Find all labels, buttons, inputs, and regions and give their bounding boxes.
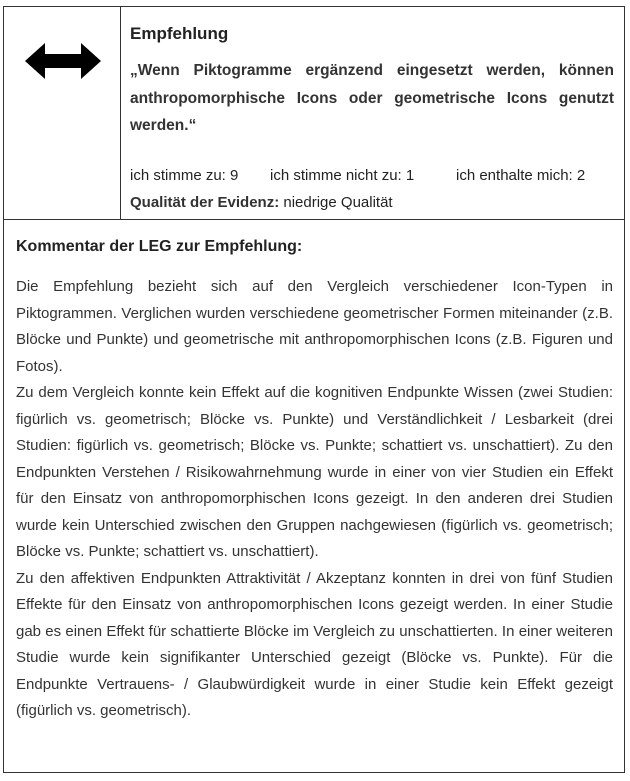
double-arrow-icon [25, 41, 101, 81]
comment-paragraph: Die Empfehlung bezieht sich auf den Vergleich verschiedener Icon-Typen in Piktogrammen. Verglichen wurden verschiedene geometrischer Formen miteinander (z.B. Blöcke und Punkte) und geometrische mit anthropomorphischen Icons (z.B. Figuren und Fotos). [16, 278, 613, 375]
recommendation-title: Empfehlung [130, 24, 229, 43]
icon-cell [4, 7, 121, 219]
comment-body [16, 274, 613, 725]
comment-paragraph: Zu den affektiven Endpunkten Attraktivität / Akzeptanz konnten in drei von fünf Studien Effekte für den Einsatz von anthropomorphischen Icons gezeigt werden. In einer Studie gab es einen Effekt für schattierte Blöcke im Vergleich zu unschattierten. In einer weiteren Studie wurde kein signifikanter Unterschied gezeigt (Blöcke vs. Punkte). Für die Endpunkte Vertrauens- / Glaubwürdigkeit wurde in einer Studie kein Effekt gezeigt (figürlich vs. geometrisch). [16, 569, 613, 719]
comment-paragraph: Zu dem Vergleich konnte kein Effekt auf die kognitiven Endpunkte Wissen (zwei Studien: figürlich vs. geometrisch; Blöcke vs. Punkte) und Verständlichkeit / Lesbarkeit (drei Studien: figürlich vs. geometrisch; Blöcke vs. Punkte; schattiert vs. unschattiert). Zu den Endpunkten Verstehen / Risikowahrnehmung wurde in einer von vier Studien ein Effekt für den Einsatz von anthropomorphischen Icons gezeigt. In den anderen drei Studien wurde kein Unterschied zwischen den Gruppen nachgewiesen (figürlich vs. geometrisch; Blöcke vs. Punkte; schattiert vs. unschattiert). [16, 384, 613, 560]
recommendation-row [4, 7, 624, 220]
vote-abstain: ich enthalte mich: 2 [456, 167, 586, 184]
evidence-value: niedrige Qualität [279, 194, 393, 211]
recommendation-box [3, 6, 625, 773]
vote-results [130, 167, 618, 187]
comment-title: Kommentar der LEG zur Empfehlung: [16, 238, 303, 255]
vote-disagree: ich stimme nicht zu: 1 [270, 167, 415, 184]
evidence-quality [130, 194, 393, 211]
recommendation-text: „Wenn Piktogramme ergänzend eingesetzt werden, können anthropomorphische Icons oder geometrische Icons genutzt werden.“ [130, 62, 614, 134]
evidence-label: Qualität der Evidenz: [130, 194, 280, 211]
vote-agree: ich stimme zu: 9 [130, 167, 239, 184]
